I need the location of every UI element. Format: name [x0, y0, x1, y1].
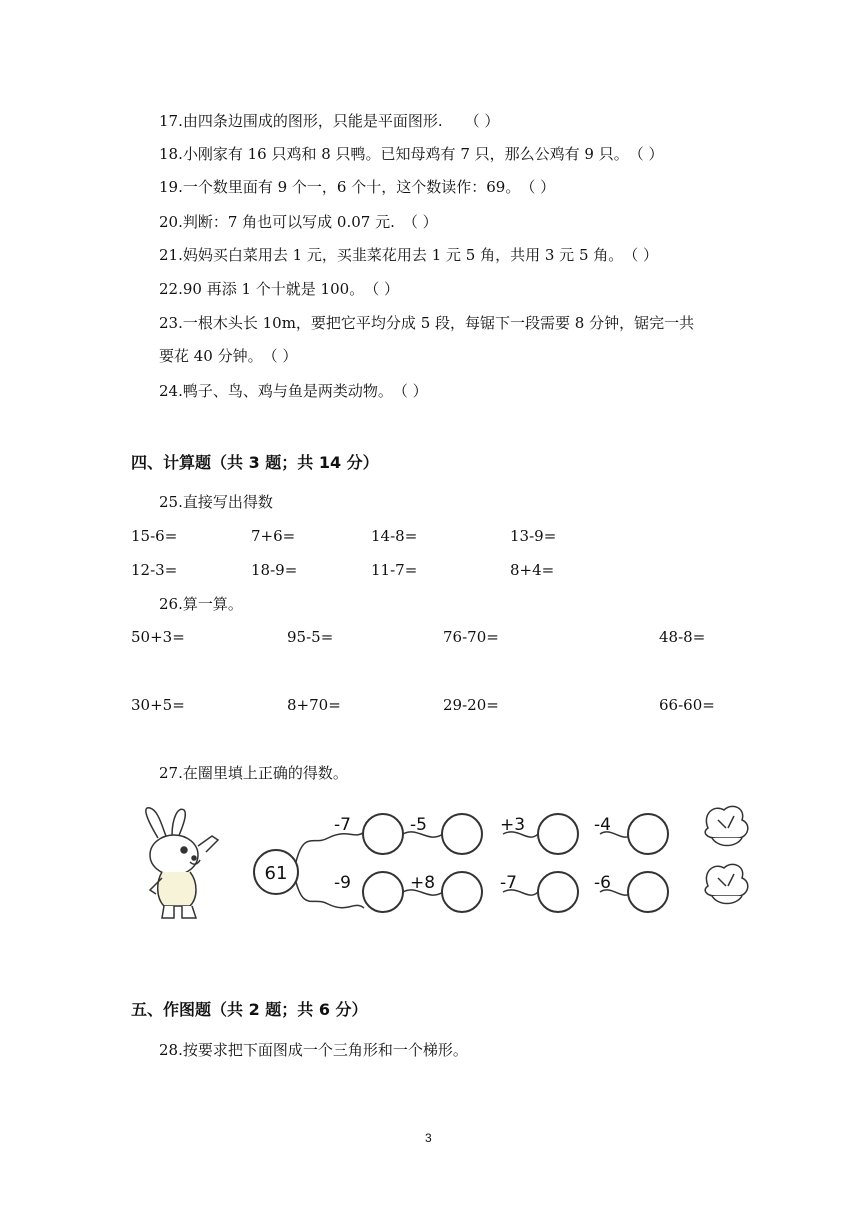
- answer-blank[interactable]: （ ）: [464, 112, 500, 130]
- expression: 18-9=: [251, 561, 298, 579]
- expression: 8+70=: [287, 696, 341, 714]
- operation-label: -7: [500, 873, 517, 893]
- operation-label: -9: [334, 873, 351, 893]
- question-28-title: 28.按要求把下面图成一个三角形和一个梯形。: [159, 1041, 468, 1059]
- expression: 11-7=: [371, 561, 418, 579]
- question-19: [159, 177, 555, 197]
- operation-label: +8: [410, 873, 436, 893]
- question-23: [159, 313, 694, 333]
- question-text: 19.一个数里面有 9 个一，6 个十，这个数读作：69。: [159, 178, 521, 196]
- bottom-chain: [334, 872, 668, 912]
- answer-circle[interactable]: [628, 872, 668, 912]
- question-text: 24.鸭子、鸟、鸡与鱼是两类动物。: [159, 382, 393, 400]
- section-heading-calculation: 四、计算题（共 3 题；共 14 分）: [131, 453, 379, 472]
- answer-blank[interactable]: （ ）: [392, 382, 428, 400]
- number-chain-figure: [128, 800, 760, 940]
- operation-label: -6: [594, 873, 611, 893]
- question-text: 17.由四条边围成的图形，只能是平面图形.: [159, 112, 443, 130]
- expression: 50+3=: [131, 628, 185, 646]
- expression: 12-3=: [131, 561, 178, 579]
- answer-circle[interactable]: [538, 814, 578, 854]
- answer-circle[interactable]: [538, 872, 578, 912]
- question-21: [159, 245, 658, 265]
- answer-blank[interactable]: （ ）: [402, 213, 438, 231]
- answer-blank[interactable]: （ ）: [520, 178, 556, 196]
- question-17: [159, 111, 499, 131]
- section-heading-drawing: 五、作图题（共 2 题；共 6 分）: [131, 1000, 368, 1019]
- expression: 48-8=: [659, 628, 706, 646]
- question-text: 21.妈妈买白菜用去 1 元，买韭菜花用去 1 元 5 角，共用 3 元 5 角。: [159, 246, 624, 264]
- operation-label: +3: [500, 815, 526, 835]
- answer-blank[interactable]: （ ）: [623, 246, 659, 264]
- question-25-title: 25.直接写出得数: [159, 493, 273, 511]
- expression: 8+4=: [510, 561, 555, 579]
- question-18: [159, 144, 664, 164]
- expression: 30+5=: [131, 696, 185, 714]
- question-text: 18.小刚家有 16 只鸡和 8 只鸭。已知母鸡有 7 只，那么公鸡有 9 只。: [159, 145, 629, 163]
- cabbage-icon: [705, 864, 748, 903]
- question-text: 要花 40 分钟。: [159, 347, 263, 365]
- question-text: 20.判断：7 角也可以写成 0.07 元.: [159, 213, 395, 231]
- answer-circle[interactable]: [442, 872, 482, 912]
- expression: 13-9=: [510, 527, 557, 545]
- answer-circle[interactable]: [442, 814, 482, 854]
- question-24: [159, 381, 428, 401]
- answer-blank[interactable]: （ ）: [364, 280, 399, 298]
- question-22: [159, 279, 399, 299]
- answer-blank[interactable]: （ ）: [262, 347, 298, 365]
- question-20: [159, 212, 438, 232]
- question-text: 23.一根木头长 10m，要把它平均分成 5 段，每锯下一段需要 8 分钟，锯完一共: [159, 314, 695, 332]
- answer-circle[interactable]: [363, 872, 403, 912]
- question-text: 22.90 再添 1 个十就是 100。: [159, 280, 365, 298]
- cabbage-icon: [705, 806, 748, 845]
- top-chain: [334, 814, 668, 854]
- question-26-title: 26.算一算。: [159, 595, 243, 613]
- operation-label: -4: [594, 815, 611, 835]
- expression: 7+6=: [251, 527, 296, 545]
- expression: 14-8=: [371, 527, 418, 545]
- operation-label: -7: [334, 815, 351, 835]
- expression: 95-5=: [287, 628, 334, 646]
- start-number: 61: [264, 863, 288, 884]
- operation-label: -5: [410, 815, 427, 835]
- expression: 15-6=: [131, 527, 178, 545]
- rabbit-illustration: [146, 808, 218, 918]
- expression: 29-20=: [443, 696, 499, 714]
- answer-circle[interactable]: [628, 814, 668, 854]
- expression: 66-60=: [659, 696, 715, 714]
- question-23-continued: [159, 346, 297, 366]
- question-27-title: 27.在圈里填上正确的得数。: [159, 764, 348, 782]
- page-number: 3: [425, 1131, 432, 1145]
- answer-circle[interactable]: [363, 814, 403, 854]
- expression: 76-70=: [443, 628, 499, 646]
- answer-blank[interactable]: （ ）: [628, 145, 664, 163]
